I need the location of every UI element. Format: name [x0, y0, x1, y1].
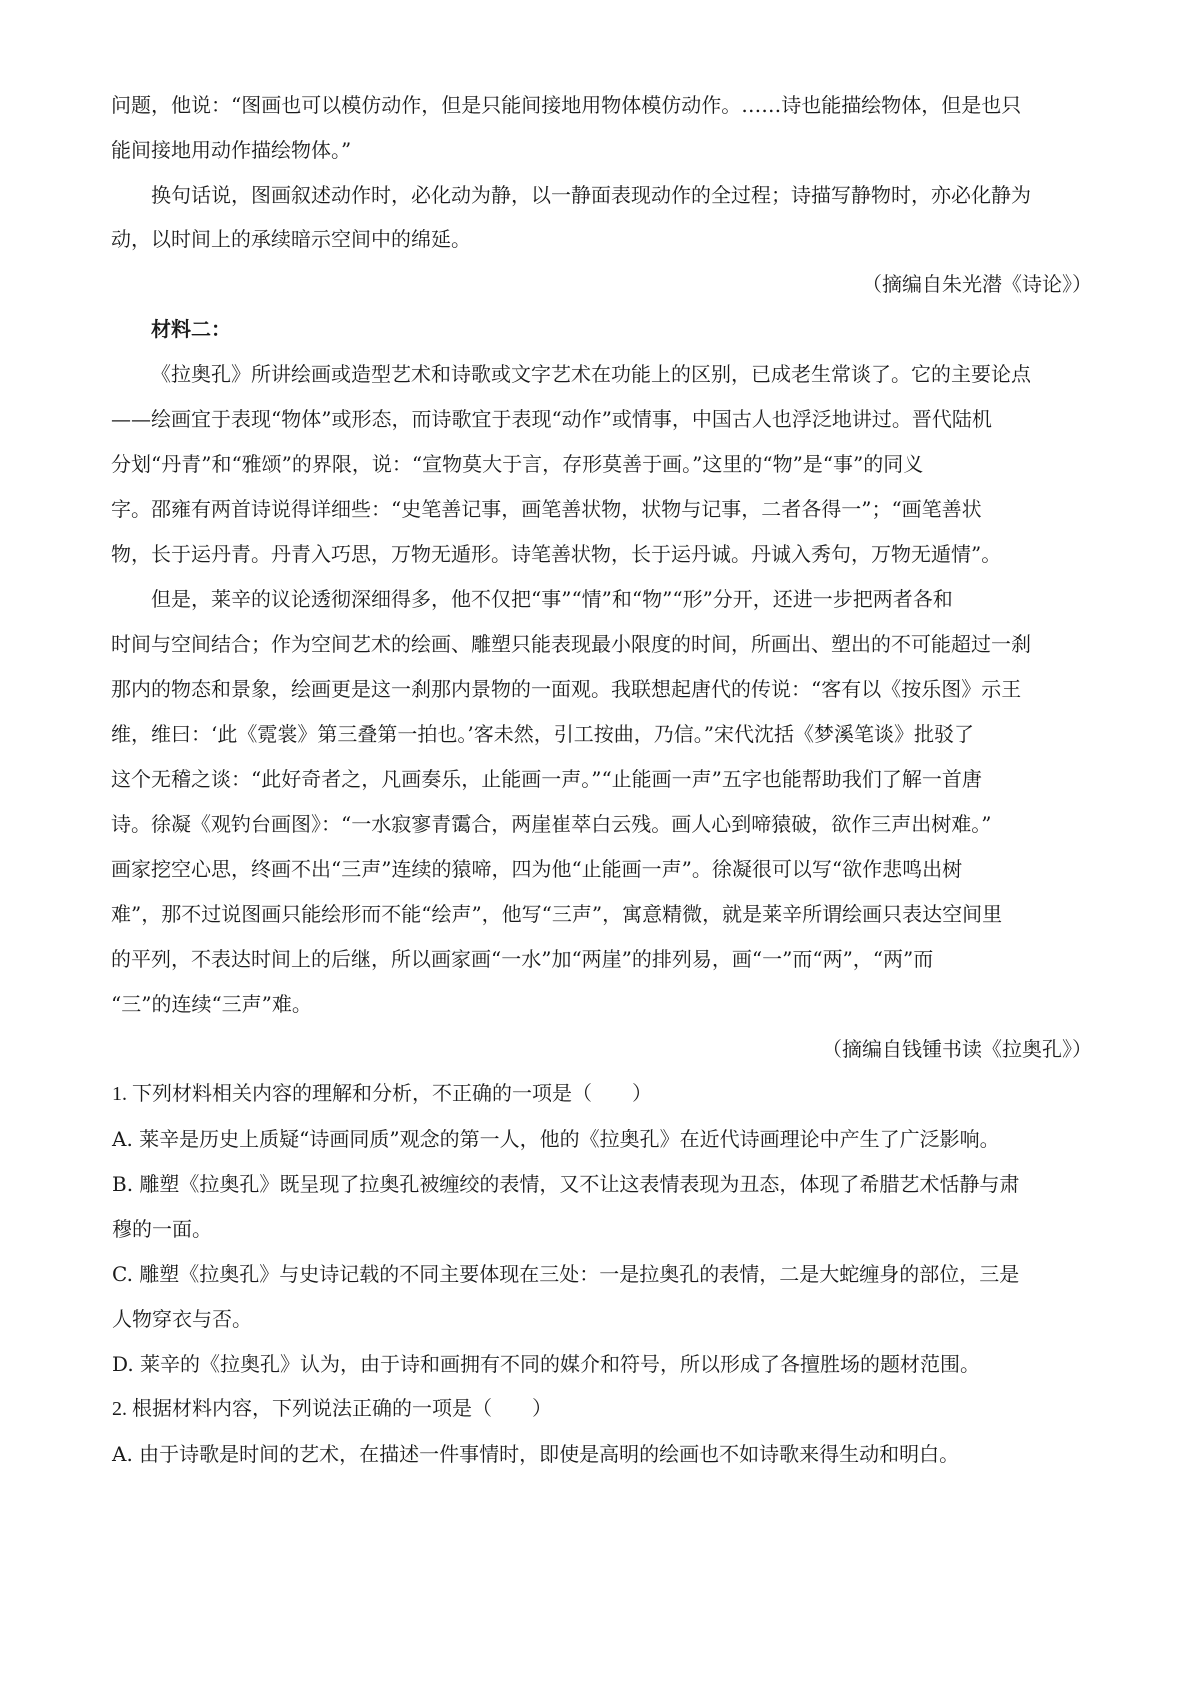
- text-line: 但是，莱辛的议论透彻深细得多，他不仅把“事”“情”和“物”“形”分开，还进一步把两者各和: [151, 587, 953, 611]
- text-line: 问题，他说：“图画也可以模仿动作，但是只能间接地用物体模仿动作。……诗也能描绘物体，但是也只: [111, 93, 1022, 117]
- text-line: 字。邵雍有两首诗说得详细些：“史笔善记事，画笔善状物，状物与记事，二者各得一”；“画笔善状: [111, 497, 982, 521]
- text-line: 时间与空间结合；作为空间艺术的绘画、雕塑只能表现最小限度的时间，所画出、塑出的不可能超过一刹: [111, 632, 1031, 656]
- option-d: D. 莱辛的《拉奥孔》认为，由于诗和画拥有不同的媒介和符号，所以形成了各擅胜场的题材范围。: [112, 1352, 981, 1376]
- source-citation: （摘编自钱锺书读《拉奥孔》）: [822, 1037, 1092, 1061]
- text-line: 维，维曰：‘此《霓裳》第三叠第一拍也。’客未然，引工按曲，乃信。”宋代沈括《梦溪笔谈》批驳了: [111, 722, 974, 746]
- text-line: 那内的物态和景象，绘画更是这一刹那内景物的一面观。我联想起唐代的传说：“客有以《按乐图》示王: [111, 677, 1022, 701]
- question-stem: 1. 下列材料相关内容的理解和分析，不正确的一项是（ ）: [112, 1083, 652, 1105]
- text-line: 难”，那不过说图画只能绘形而不能“绘声”，他写“三声”，寓意精微，就是莱辛所谓绘画只表达空间里: [111, 902, 1003, 926]
- option-a: A. 由于诗歌是时间的艺术，在描述一件事情时，即使是高明的绘画也不如诗歌来得生动和明白。: [112, 1442, 960, 1466]
- question-stem: 2. 根据材料内容，下列说法正确的一项是（ ）: [112, 1398, 552, 1420]
- option-a: A. 莱辛是历史上质疑“诗画同质”观念的第一人，他的《拉奥孔》在近代诗画理论中产生了广泛影响。: [112, 1127, 1000, 1151]
- text-line: “三”的连续“三声”难。: [111, 992, 312, 1016]
- option-c: C. 雕塑《拉奥孔》与史诗记载的不同主要体现在三处：一是拉奥孔的表情，二是大蛇缠身的部位，三是: [112, 1262, 1020, 1286]
- option-b: B. 雕塑《拉奥孔》既呈现了拉奥孔被缠绞的表情，又不让这表情表现为丑态，体现了希腊艺术恬静与肃: [112, 1172, 1020, 1196]
- text-line: 物，长于运丹青。丹青入巧思，万物无遁形。诗笔善状物，长于运丹诚。丹诚入秀句，万物无遁情”。: [111, 542, 1002, 566]
- option-c-cont: 人物穿衣与否。: [112, 1307, 252, 1331]
- option-b-cont: 穆的一面。: [112, 1217, 212, 1241]
- text-line: 分划“丹青”和“雅颂”的界限，说：“宣物莫大于言，存形莫善于画。”这里的“物”是“事”的同义: [111, 452, 924, 476]
- text-line: 《拉奥孔》所讲绘画或造型艺术和诗歌或文字艺术在功能上的区别，已成老生常谈了。它的主要论点: [151, 362, 1031, 386]
- source-citation: （摘编自朱光潜《诗论》）: [862, 272, 1092, 296]
- text-line: 换句话说，图画叙述动作时，必化动为静，以一静面表现动作的全过程；诗描写静物时，亦必化静为: [151, 183, 1031, 207]
- text-line: 这个无稽之谈：“此好奇者之，凡画奏乐，止能画一声。”“止能画一声”五字也能帮助我们了解一首唐: [111, 767, 982, 791]
- text-line: 动，以时间上的承续暗示空间中的绵延。: [111, 227, 471, 251]
- text-line: ——绘画宜于表现“物体”或形态，而诗歌宜于表现“动作”或情事，中国古人也浮泛地讲过。晋代陆机: [111, 407, 992, 431]
- text-line: 诗。徐凝《观钓台画图》：“一水寂寥青霭合，两崖崔萃白云残。画人心到啼猿破，欲作三声出树难。”: [111, 812, 992, 836]
- text-line: 的平列，不表达时间上的后继，所以画家画“一水”加“两崖”的排列易，画“一”而“两”，“两”而: [111, 947, 934, 971]
- section-heading: 材料二：: [151, 317, 231, 341]
- text-line: 能间接地用动作描绘物体。”: [111, 138, 352, 162]
- text-line: 画家挖空心思，终画不出“三声”连续的猿啼，四为他“止能画一声”。徐凝很可以写“欲作悲鸣出树: [111, 857, 963, 881]
